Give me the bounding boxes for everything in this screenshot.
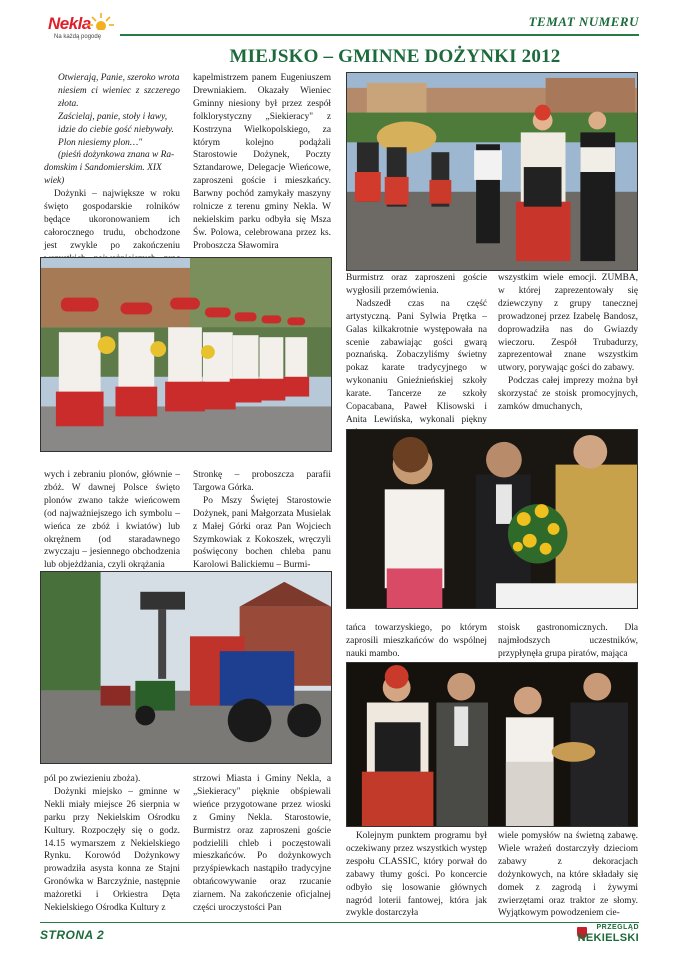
- paragraph: Podczas całej imprezy można był skorzystać ze stoisk promocyjnych, zamków dmuchanych,: [498, 376, 638, 413]
- paragraph: tańca towarzyskiego, po którym zaprosili mieszkańców do wspólnej nauki mambo.: [346, 623, 487, 659]
- logo-bottom-text: NEKIELSKI: [577, 932, 639, 944]
- paragraph: Dożynki – największe w roku święto gospodarskie rolników będące ukoronowaniem ich całorocznego trudu, obchodzone jest zwykle po zakończeniu: [44, 189, 180, 251]
- poem-line: domskim i Sandomierskim. XIX: [44, 163, 162, 174]
- column-2-mid: [193, 469, 331, 572]
- column-4-bottom: [498, 830, 638, 920]
- paragraph: Dożynki miejsko – gminne w Nekli miały miejsce 26 sierpnia w parku przy Nekielskim Ośrodku Kultury. Rozpoczęły się o godz. 14.15 wymarszem z Nekielskiego Rynku. Korowód Dożynkowy prowadziła asysta konna ze Stajni Gronówka w Barczyźnie, następnie mażoretki i Orkiestra Dęta Nekielskiego Ośrodka Kultury z: [44, 786, 180, 914]
- paragraph: Nadszedł czas na część artystyczną. Pani Sylwia Prętka – Galas kilkakrotnie występowała na scenie zabawiając gości gwarą poznańską. Zobaczyliśmy świetny pokaz karate tradycyjnego w wykonaniu Gnieźnieńskiej szkoły karate. Tancerze ze szkoły Copacabana, Paweł Klisowski i Anita Lewińska, wykonali piękny: [346, 298, 487, 425]
- photo-harvest-procession: [346, 72, 638, 271]
- header-rule: [120, 34, 639, 36]
- paragraph: stoisk gastronomicznych. Dla najmłodszych uczestników, przypłynęła grupa piratów, mająca: [498, 623, 638, 659]
- column-3-top: [346, 272, 487, 440]
- poem-line: (pieśń dożynkowa znana w Ra-: [58, 150, 175, 161]
- poem-line: Zaścielaj, panie, stoły i ławy,: [58, 111, 168, 122]
- paragraph: Burmistrz oraz zaproszeni goście wygłosili przemówienia.: [346, 273, 487, 296]
- footer-rule: [40, 922, 639, 923]
- paragraph: Kolejnym punktem programu był oczekiwany przez wszystkich występ zespołu CLASSIC, który porwał do zabawy tłumy gości. Po koncercie odbyło się losowanie głównych nagród loterii fantowej, która jak zwykle dostarczyła: [346, 831, 487, 919]
- paragraph: wszystkim wiele emocji. ZUMBA, w której zaprezentowały się dziewczyny z grupy tanecznej prowadzonej przez Izabelę Bandosz, doprowadziła nas do Gwiazdy wieczoru. Zespół Trubadurzy, zaprezentował znane wszystkim utwory, porywając gości do zabawy.: [498, 273, 638, 374]
- sun-icon: [88, 12, 114, 30]
- article-headline: MIEJSKO – GMINNE DOŻYNKI 2012: [229, 46, 561, 67]
- logo-tagline: Na każdą pogodę: [54, 34, 102, 40]
- paragraph: Po Mszy Świętej Starostowie Dożynek, pani Małgorzata Musielak z Małej Górki oraz Pan Wojciech Szymkowiak z Kokoszek, wręczyli poświęcony bochen chleba panu Karolowi Balickiemu – Burmi-: [193, 495, 331, 571]
- column-1-top: [44, 72, 180, 279]
- column-2-top: [193, 72, 331, 253]
- poem-line: Plon niesiemy plon…": [58, 137, 143, 148]
- column-3-mid: [346, 622, 487, 661]
- column-4-top: [498, 272, 638, 414]
- poem-line: idzie do ciebie gość niebywały.: [58, 124, 174, 135]
- poem-line: wiek): [44, 176, 65, 187]
- column-3-bottom: [346, 830, 487, 920]
- paragraph: kapelmistrzem panem Eugeniuszem Drewniakiem. Okazały Wieniec Gminny niesiony był przez zespół folklorystyczny „Siekieracy" z Kostrzyna Wielkopolskiego, za którym kolejno podążali Starostowie Dożynek, Poczty Sztandarowe, Delegacje Wieńcowe, zaproszeni goście i mieszkańcy. Barwny pochód zamykały maszyny rolnicze z terenu gminy Nekla. W nekielskim parku odbyła się Msza Św. Polowa, celebrowana przez ks. Proboszcza Sławomira: [193, 73, 331, 251]
- nekla-logo: [40, 10, 120, 44]
- poem-line: niesiem ci wieniec z szczerego złota.: [58, 85, 180, 109]
- photo-bread-presentation: [346, 429, 638, 609]
- poem-line: Otwierają, Panie, szeroko wrota: [58, 73, 180, 83]
- epigraph-poem: [44, 72, 180, 188]
- przeglad-nekielski-logo: [575, 924, 639, 950]
- paragraph: pól po zwiezieniu zboża).: [44, 774, 141, 784]
- column-1-bottom: [44, 773, 180, 915]
- photo-harvest-hosts: [346, 662, 638, 827]
- paragraph: wych i zebraniu plonów, głównie – zbóż. W dawnej Polsce święto plonów zwano także wieńcowem (od najważniejszego ich symbolu – wieńca ze zbóż i kwiatów) lub okrężnem (od staradawnego zwyczaju – jesiennego obchodzenia lub objeżdżania, czyli okrążania: [44, 470, 180, 571]
- photo-children-red-hats: [40, 257, 332, 452]
- logo-top-text: PRZEGLĄD: [596, 924, 639, 931]
- section-label: TEMAT NUMERU: [528, 14, 639, 29]
- paragraph: strzowi Miasta i Gminy Nekla, a „Siekieracy" pięknie obśpiewali wieńce przygotowane przez wioski z Gminy Nekla. Starostowie, Burmistrz oraz zaproszeni goście podzielili chleb i poczęstowali mieszkańców. Po dożynkowych przyśpiewkach nastąpiło tradycyjne obtańcowywanie oraz rzucanie ziarnem. Na zakończenie oficjalnej części uroczystości Pan: [193, 774, 331, 914]
- logo-word: Nekla: [48, 14, 91, 33]
- column-4-mid: [498, 622, 638, 661]
- photo-tractor-parade: [40, 571, 332, 764]
- column-2-bottom: [193, 773, 331, 915]
- page-number: STRONA 2: [40, 928, 105, 942]
- column-1-mid: [44, 469, 180, 572]
- paragraph: wiele pomysłów na świetną zabawę. Wiele wrażeń dostarczyły dzieciom zabawy z dekoracjach dożynkowych, na które składały się domek z zagrodą i żywymi zwierzętami oraz traktor ze słomy. Wyjątkowym powodzeniem cie-: [498, 831, 638, 919]
- paragraph: Stronkę – proboszcza parafii Targowa Górka.: [193, 470, 331, 493]
